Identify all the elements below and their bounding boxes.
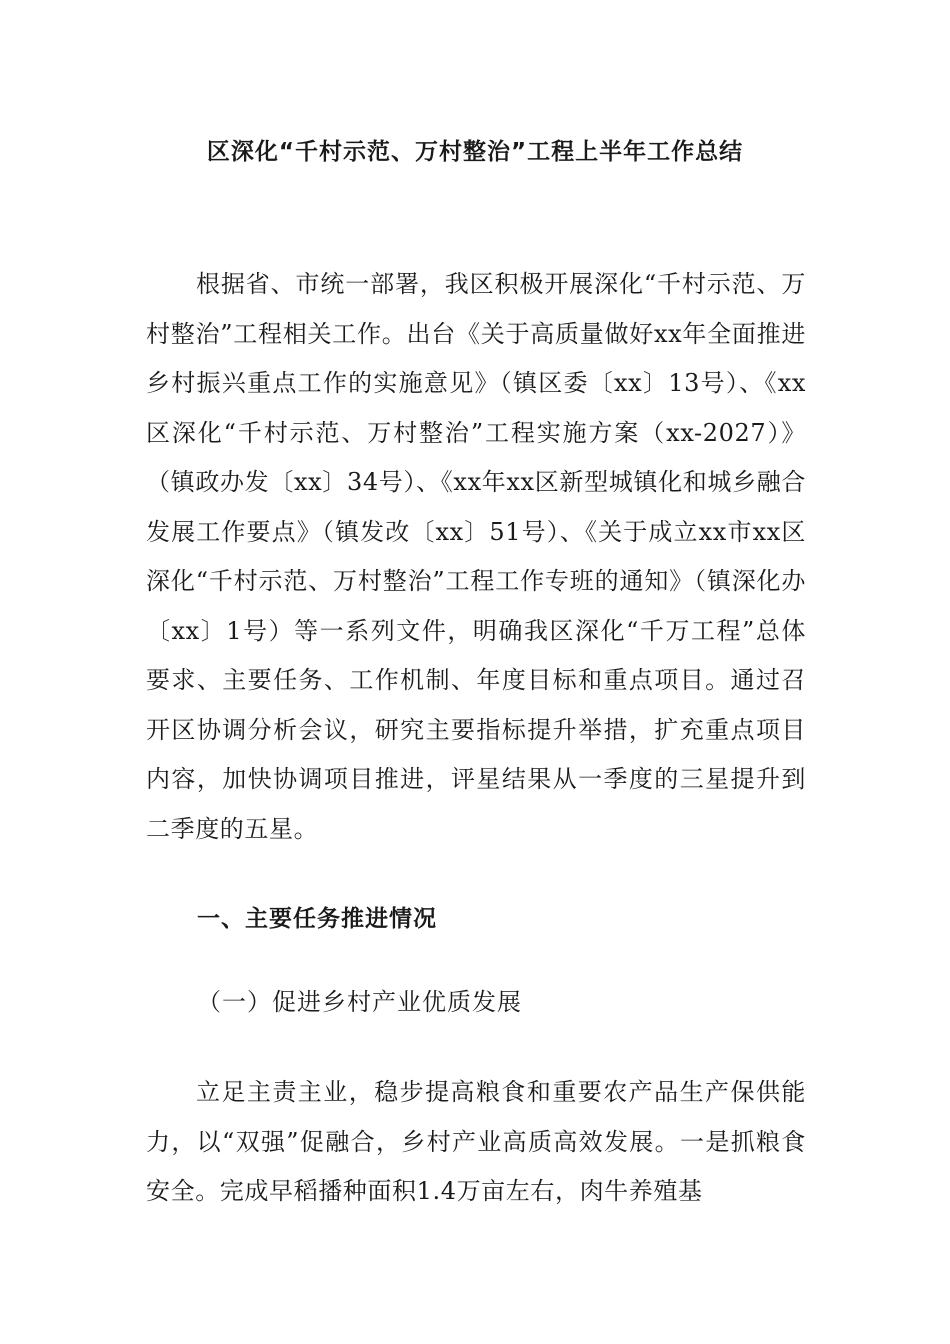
document-title: 区深化“千村示范、万村整治”工程上半年工作总结 bbox=[206, 139, 744, 165]
section-heading: 一、主要任务推进情况 bbox=[197, 906, 437, 932]
intro-paragraph: 根据省、市统一部署，我区积极开展深化“千村示范、万村整治”工程相关工作。出台《关于高质量做好xx年全面推进乡村振兴重点工作的实施意见》（镇区委〔xx〕13号）、《xx区深化“千村示范、万村整治”工程实施方案（xx-2027）》（镇政办发〔xx〕34号）、《xx年xx区新型城镇化和城乡融合发展工作要点》（镇发改〔xx〕51号）、《关于成立xx市xx区深化“千村示范、万村整治”工程工作专班的通知》（镇深化办〔xx〕1号）等一系列文件，明确我区深化“千万工程”总体要求、主要任务、工作机制、年度目标和重点项目。通过召开区协调分析会议，研究主要指标提升举措，扩充重点项目内容，加快协调项目推进，评星结果从一季度的三星提升到二季度的五星。 bbox=[146, 270, 806, 843]
subsection-heading: （一）促进乡村产业优质发展 bbox=[197, 988, 522, 1016]
body-paragraph: 立足主责主业，稳步提高粮食和重要农产品生产保供能力，以“双强”促融合，乡村产业高质高效发展。一是抓粮食安全。完成早稻播种面积1.4万亩左右，肉牛养殖基 bbox=[146, 1078, 806, 1205]
